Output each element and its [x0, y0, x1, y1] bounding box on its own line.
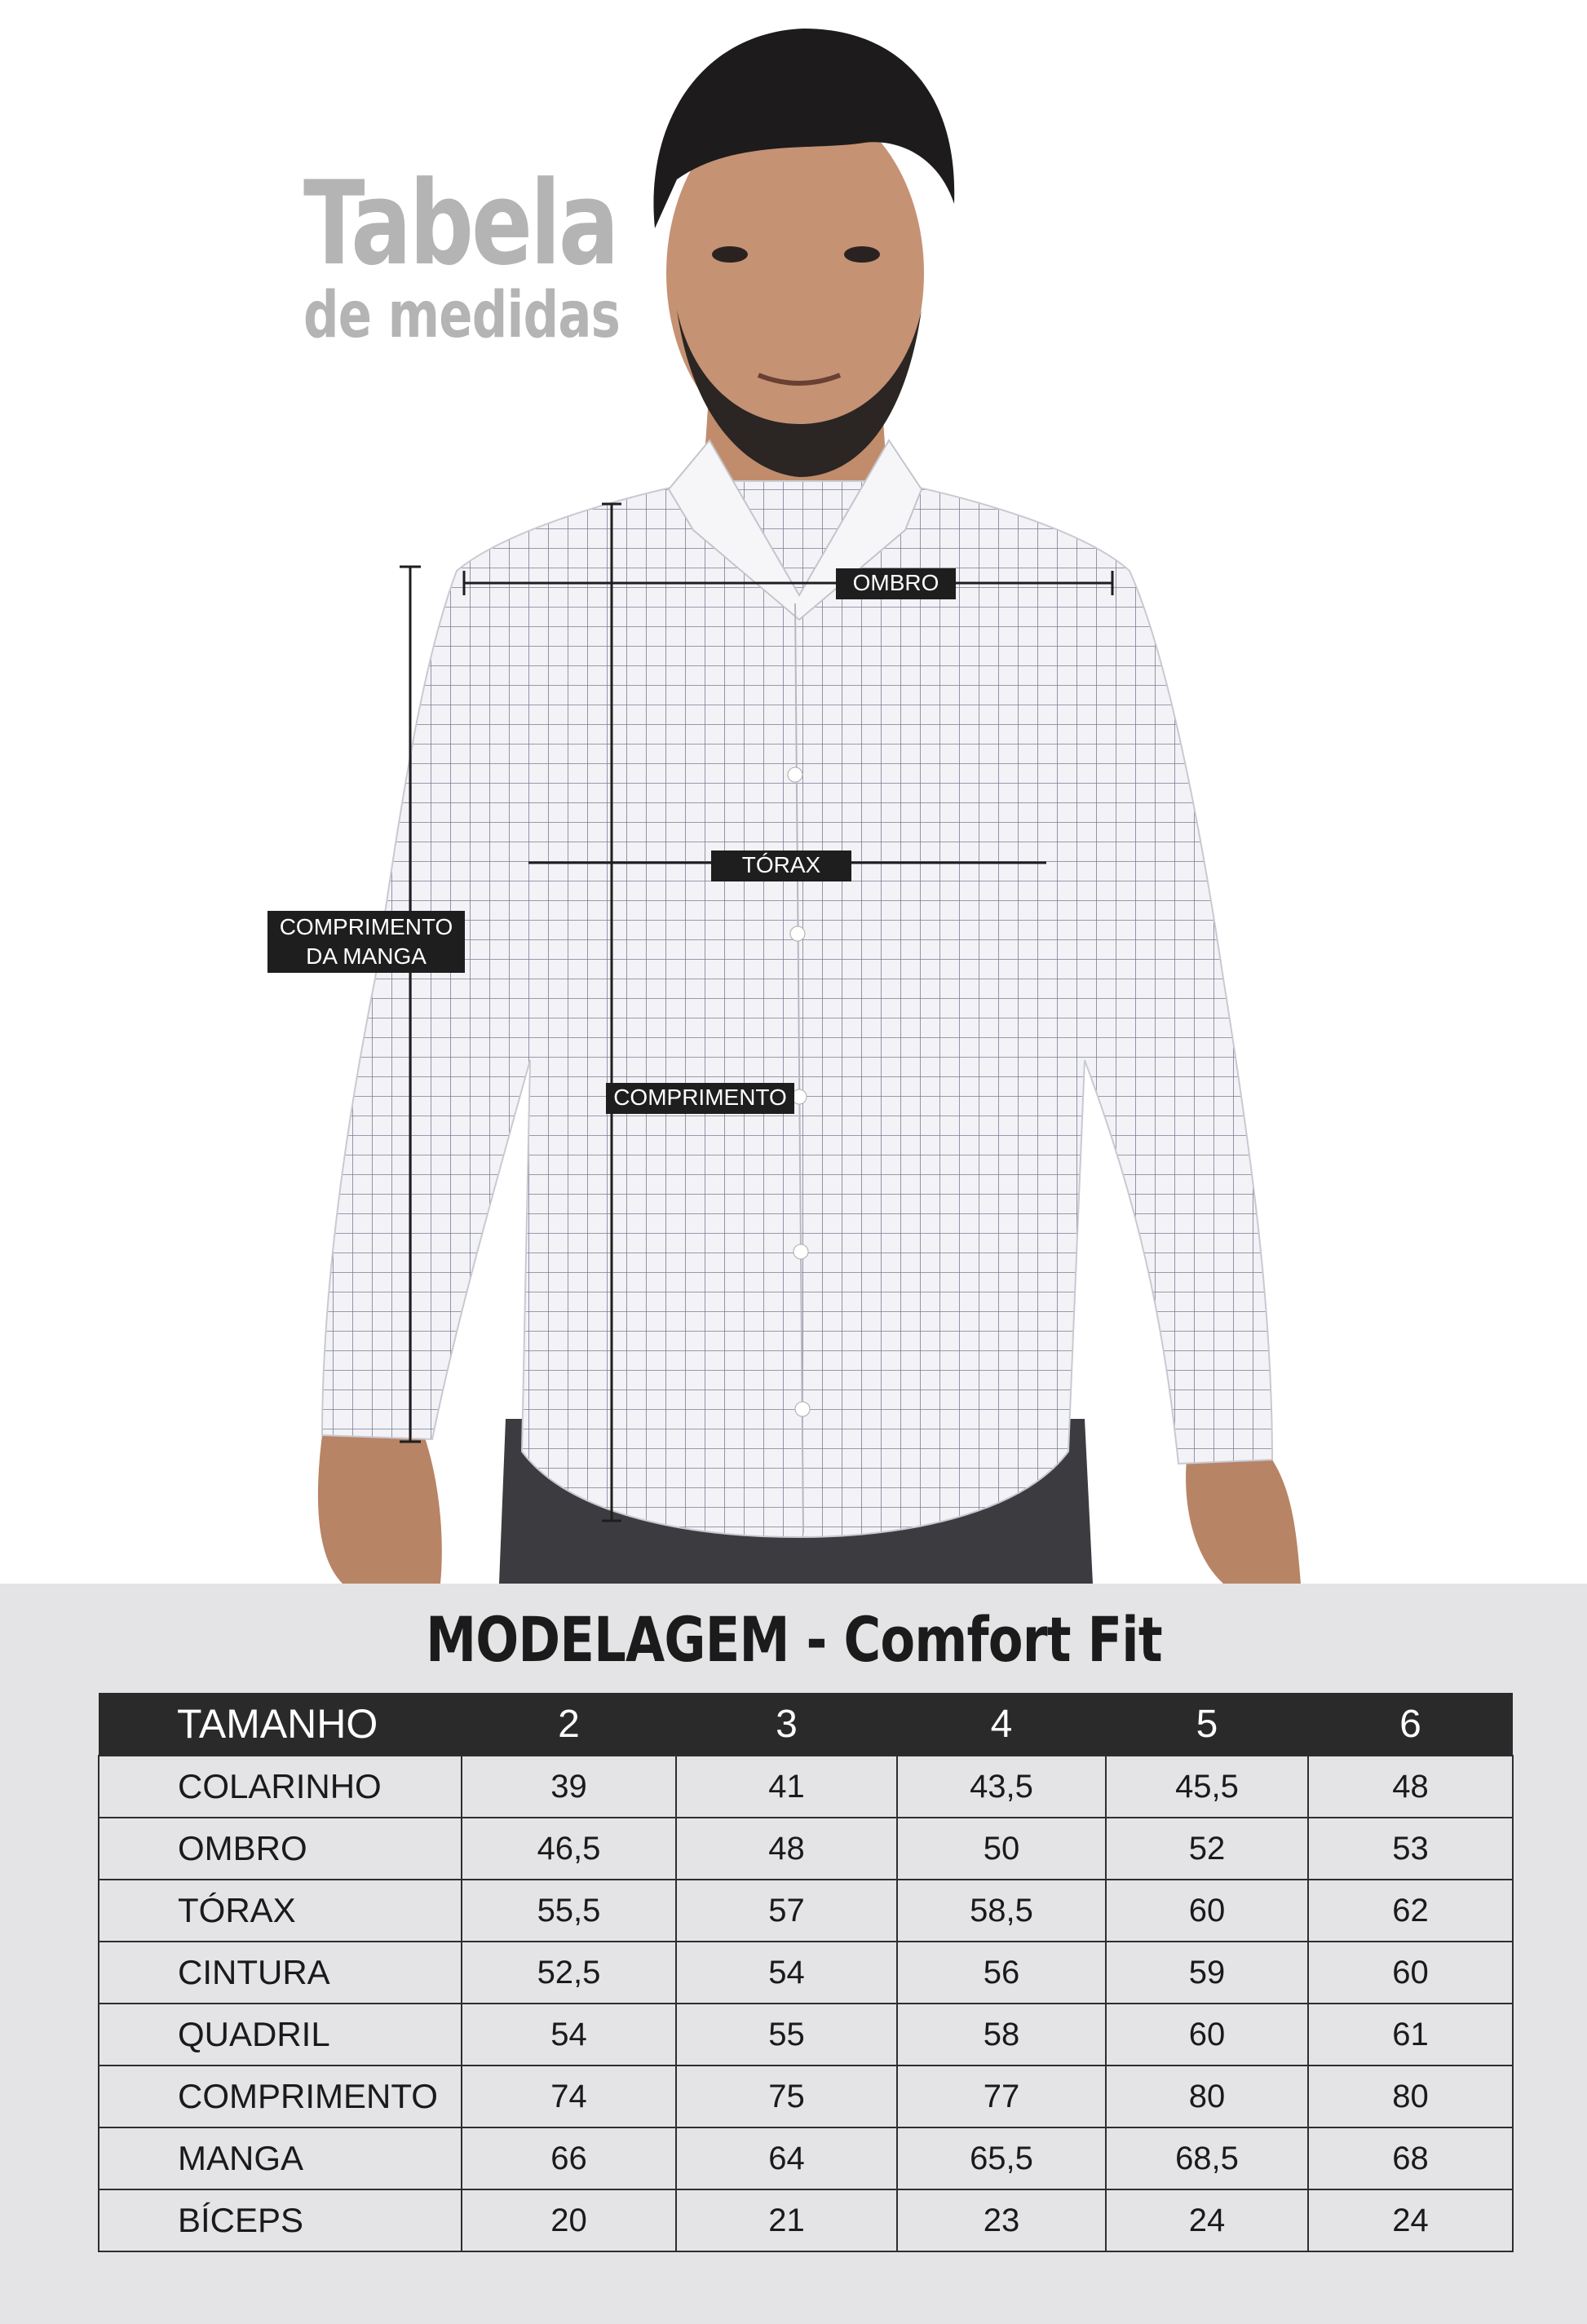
shirt-button: [788, 767, 802, 782]
table-cell: 20: [462, 2189, 676, 2251]
table-row: [99, 2066, 1513, 2127]
table-cell: 55: [676, 2004, 897, 2066]
table-cell: 56: [897, 1942, 1106, 2004]
table-row: [99, 2127, 1513, 2189]
table-cell: 60: [1106, 1880, 1308, 1942]
row-label: BÍCEPS: [99, 2189, 462, 2251]
table-cell: 48: [1308, 1756, 1513, 1818]
shirt: [322, 481, 1272, 1537]
label-manga-line2: DA MANGA: [306, 943, 427, 969]
table-cell: 62: [1308, 1880, 1513, 1942]
header-size: 2: [462, 1693, 676, 1756]
header-size: 3: [676, 1693, 897, 1756]
table-cell: 54: [462, 2004, 676, 2066]
table-cell: 52: [1106, 1818, 1308, 1880]
size-table-section: [0, 1584, 1587, 2324]
table-cell: 46,5: [462, 1818, 676, 1880]
shirt-button: [795, 1402, 810, 1416]
table-cell: 64: [676, 2127, 897, 2189]
title-main: Tabela: [303, 157, 617, 291]
table-cell: 68,5: [1106, 2127, 1308, 2189]
header-size: 6: [1308, 1693, 1513, 1756]
table-cell: 43,5: [897, 1756, 1106, 1818]
table-cell: 23: [897, 2189, 1106, 2251]
shirt-button: [794, 1244, 808, 1259]
table-cell: 61: [1308, 2004, 1513, 2066]
table-row: [99, 2004, 1513, 2066]
table-cell: 45,5: [1106, 1756, 1308, 1818]
header-size: 4: [897, 1693, 1106, 1756]
table-heading-text: MODELAGEM - Comfort Fit: [425, 1603, 1162, 1676]
table-cell: 24: [1308, 2189, 1513, 2251]
table-cell: 57: [676, 1880, 897, 1942]
label-ombro: OMBRO: [836, 568, 956, 599]
label-comprimento-manga: [267, 911, 465, 973]
table-cell: 68: [1308, 2127, 1513, 2189]
table-row: [99, 1942, 1513, 2004]
row-label: CINTURA: [99, 1942, 462, 2004]
table-cell: 77: [897, 2066, 1106, 2127]
table-heading: [0, 1603, 1587, 1676]
table-cell: 65,5: [897, 2127, 1106, 2189]
table-row: [99, 1756, 1513, 1818]
table-header-row: [99, 1693, 1513, 1756]
table-cell: 58,5: [897, 1880, 1106, 1942]
row-label: TÓRAX: [99, 1880, 462, 1942]
table-cell: 21: [676, 2189, 897, 2251]
table-cell: 52,5: [462, 1942, 676, 2004]
table-row: [99, 2189, 1513, 2251]
page-title: [303, 157, 710, 352]
table-cell: 75: [676, 2066, 897, 2127]
shirt-button: [790, 926, 805, 941]
table-cell: 59: [1106, 1942, 1308, 2004]
table-cell: 54: [676, 1942, 897, 2004]
table-cell: 60: [1308, 1942, 1513, 2004]
row-label: OMBRO: [99, 1818, 462, 1880]
table-row: [99, 1880, 1513, 1942]
table-cell: 58: [897, 2004, 1106, 2066]
table-cell: 50: [897, 1818, 1106, 1880]
table-cell: 48: [676, 1818, 897, 1880]
row-label: COMPRIMENTO: [99, 2066, 462, 2127]
table-cell: 74: [462, 2066, 676, 2127]
table-cell: 53: [1308, 1818, 1513, 1880]
table-cell: 80: [1106, 2066, 1308, 2127]
table-cell: 39: [462, 1756, 676, 1818]
header-size: 5: [1106, 1693, 1308, 1756]
table-cell: 80: [1308, 2066, 1513, 2127]
row-label: MANGA: [99, 2127, 462, 2189]
row-label: COLARINHO: [99, 1756, 462, 1818]
table-cell: 41: [676, 1756, 897, 1818]
size-table: [98, 1693, 1514, 2252]
header-tamanho: TAMANHO: [99, 1693, 462, 1756]
right-hand: [1186, 1460, 1301, 1584]
left-hand: [318, 1435, 442, 1584]
title-sub: de medidas: [303, 279, 621, 352]
label-torax: TÓRAX: [711, 851, 851, 881]
label-manga-line1: COMPRIMENTO: [279, 914, 453, 939]
table-cell: 24: [1106, 2189, 1308, 2251]
table-cell: 55,5: [462, 1880, 676, 1942]
table-row: [99, 1818, 1513, 1880]
table-cell: 60: [1106, 2004, 1308, 2066]
label-comprimento: COMPRIMENTO: [606, 1083, 794, 1114]
row-label: QUADRIL: [99, 2004, 462, 2066]
table-cell: 66: [462, 2127, 676, 2189]
